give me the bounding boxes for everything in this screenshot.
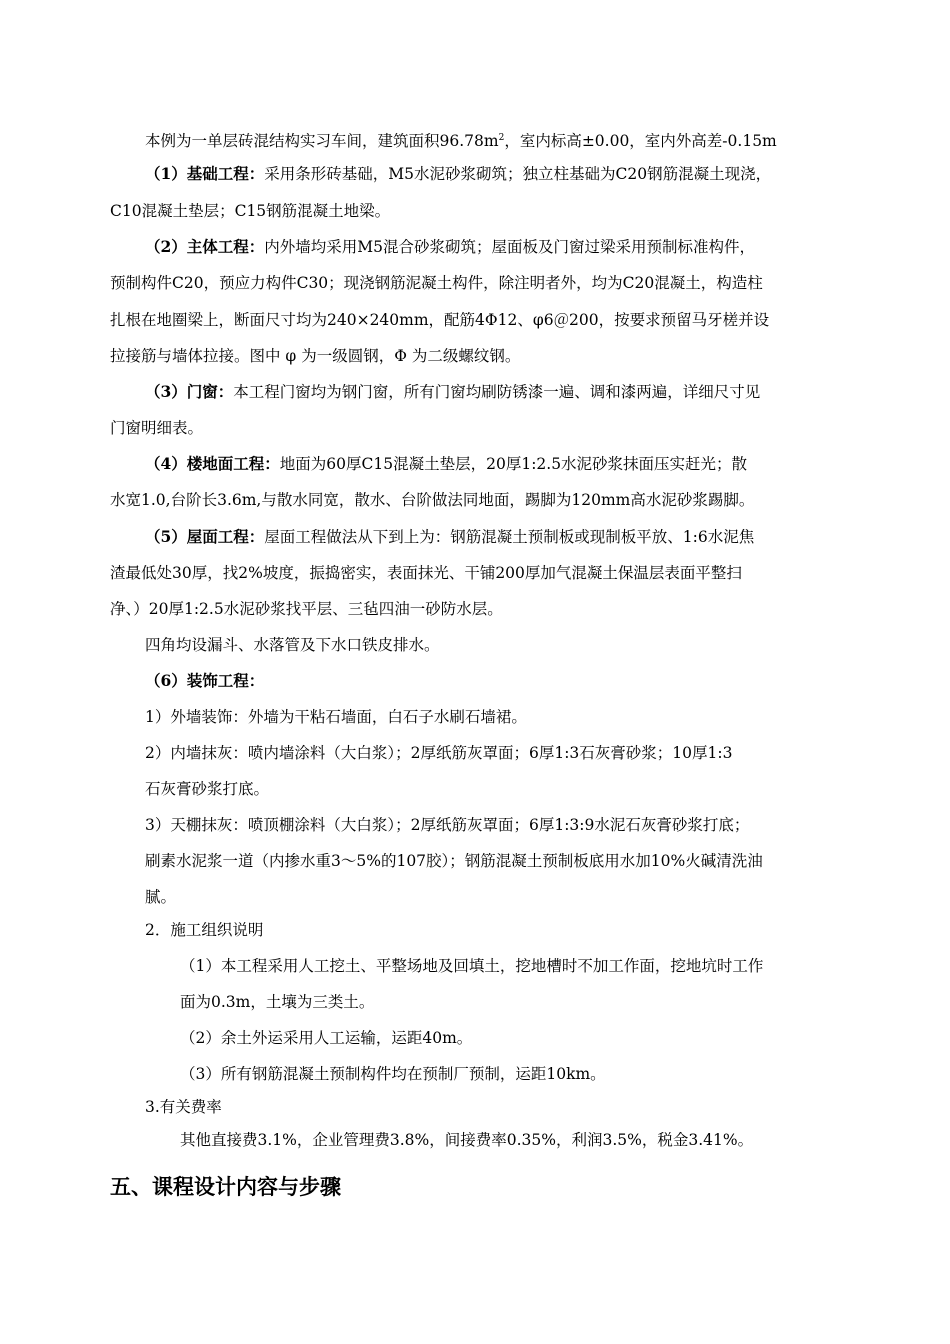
main-structure-line-1 <box>145 236 755 258</box>
foundation-text-1: 采用条形砖基础，M5水泥砂浆砌筑；独立柱基础为C20钢筋混凝土现浇， <box>264 165 772 183</box>
roof-line-1 <box>145 526 754 548</box>
doors-windows-label: （3）门窗： <box>145 382 234 401</box>
main-structure-text-1: 内外墙均采用M5混合砂浆砌筑；屋面板及门窗过梁采用预制标准构件， <box>264 238 756 256</box>
main-structure-label: （2）主体工程： <box>145 237 265 256</box>
foundation-label: （1）基础工程： <box>145 164 265 183</box>
decoration-line-5: 刷素水泥浆一道（内掺水重3～5%的107胶）；钢筋混凝土预制板底用水加10%火碱清洗油 <box>145 852 763 870</box>
decoration-line-4: 3）天棚抹灰：喷顶棚涂料（大白浆）；2厚纸筋灰罩面；6厚1:3:9水泥石灰膏砂浆打底； <box>145 816 750 834</box>
construction-org-heading: 2．施工组织说明 <box>145 921 264 939</box>
intro-text-b: ，室内标高±0.00，室内外高差-0.15m <box>504 132 777 151</box>
floor-line-2: 水宽1.0,台阶长3.6m,与散水同宽，散水、台阶做法同地面，踢脚为120mm高水泥砂浆踢脚。 <box>110 491 755 509</box>
fees-heading: 3.有关费率 <box>145 1098 222 1116</box>
roof-line-2: 渣最低处30厚，找2%坡度，振捣密实，表面抹光、干铺200厚加气混凝土保温层表面平整扫 <box>110 564 742 582</box>
construction-org-line-2: 面为0.3m，土壤为三类土。 <box>180 993 375 1011</box>
floor-text-1: 地面为60厚C15混凝土垫层，20厚1:2.5水泥砂浆抹面压实赶光；散 <box>279 455 748 473</box>
decoration-line-2: 2）内墙抹灰：喷内墙涂料（大白浆）；2厚纸筋灰罩面；6厚1:3石灰膏砂浆；10厚1:3 <box>145 744 733 762</box>
section-heading: 五、课程设计内容与步骤 <box>110 1175 341 1199</box>
intro-superscript: 2 <box>498 133 505 143</box>
roof-line-4: 四角均设漏斗、水落管及下水口铁皮排水。 <box>145 636 440 654</box>
roof-label: （5）屋面工程： <box>145 527 265 546</box>
roof-line-3: 净、）20厚1:2.5水泥砂浆找平层、三毡四油一砂防水层。 <box>110 600 503 618</box>
decoration-line-6: 腻。 <box>145 888 177 906</box>
main-structure-line-4: 拉接筋与墙体拉接。图中 φ 为一级圆钢，Φ 为二级螺纹钢。 <box>110 347 521 365</box>
main-structure-line-2: 预制构件C20，预应力构件C30；现浇钢筋泥凝土构件，除注明者外，均为C20混凝土，构造柱 <box>110 274 763 292</box>
decoration-line-3: 石灰膏砂浆打底。 <box>145 780 270 798</box>
fees-line: 其他直接费3.1%，企业管理费3.8%，间接费率0.35%，利润3.5%，税金3.41%。 <box>180 1131 754 1149</box>
decoration-line-1: 1）外墙装饰：外墙为干粘石墙面，白石子水刷石墙裙。 <box>145 708 527 726</box>
floor-label: （4）楼地面工程： <box>145 454 280 473</box>
roof-text-1: 屋面工程做法从下到上为：钢筋混凝土预制板或现制板平放、1:6水泥焦 <box>264 528 755 546</box>
construction-org-line-1: （1）本工程采用人工挖土、平整场地及回填土，挖地槽时不加工作面，挖地坑时工作 <box>180 957 764 975</box>
main-structure-line-3: 扎根在地圈梁上，断面尺寸均为240×240mm，配筋4Φ12、φ6＠200，按要求预留马牙槎并设 <box>110 311 770 329</box>
doors-windows-line-1 <box>145 381 760 403</box>
decoration-label: （6）装饰工程： <box>145 671 265 690</box>
construction-org-line-3: （2）余土外运采用人工运输，运距40m。 <box>180 1029 473 1047</box>
construction-org-line-4: （3）所有钢筋混凝土预制构件均在预制厂预制，运距10km。 <box>180 1065 606 1083</box>
floor-line-1 <box>145 453 747 475</box>
intro-text-a: 本例为一单层砖混结构实习车间，建筑面积96.78m <box>145 132 499 151</box>
foundation-line-1 <box>145 163 771 185</box>
foundation-line-2: C10混凝土垫层；C15钢筋混凝土地梁。 <box>110 202 391 220</box>
intro-line <box>145 127 777 152</box>
doors-windows-line-2: 门窗明细表。 <box>110 419 204 437</box>
doors-windows-text-1: 本工程门窗均为钢门窗，所有门窗均刷防锈漆一遍、调和漆两遍，详细尺寸见 <box>233 383 761 401</box>
